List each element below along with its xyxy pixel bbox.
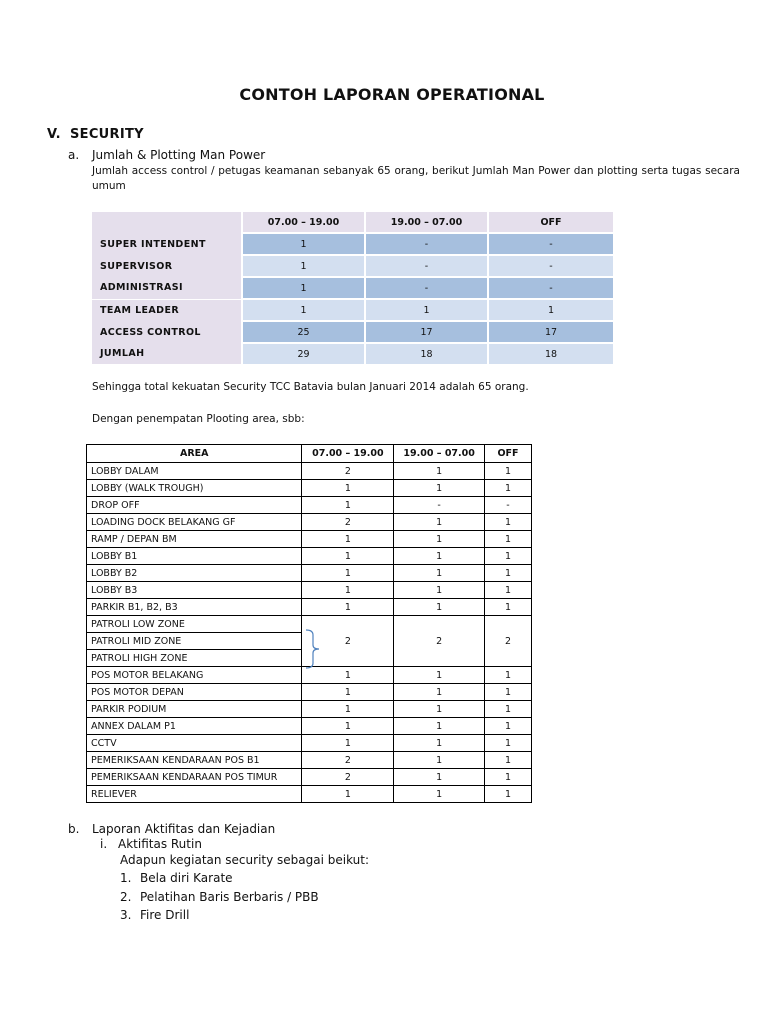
area-cell: RELIEVER: [87, 786, 302, 803]
table-row: [87, 752, 532, 769]
table-cell: -: [488, 255, 613, 277]
row-label: JUMLAH: [92, 343, 242, 364]
table-row: [87, 497, 532, 514]
table-cell: 1: [302, 582, 394, 599]
table-row: [92, 233, 613, 255]
table-row: [87, 463, 532, 480]
table-cell: -: [394, 497, 485, 514]
table-cell: 1: [394, 752, 485, 769]
table-cell: 1: [394, 463, 485, 480]
activities-intro: Adapun kegiatan security sebagai beikut:: [120, 853, 370, 867]
table-cell: 1: [485, 582, 532, 599]
column-header: 19.00 – 07.00: [365, 212, 488, 233]
area-cell: PARKIR PODIUM: [87, 701, 302, 718]
table-cell: 1: [485, 752, 532, 769]
table-row: [92, 299, 613, 321]
table-cell: 1: [394, 565, 485, 582]
table-cell: 1: [365, 299, 488, 321]
manpower-paragraph: Jumlah access control / petugas keamanan sebanyak 65 orang, berikut Jumlah Man Power dan plotting serta tugas secara umum: [92, 165, 740, 192]
table-cell: 1: [302, 667, 394, 684]
activities-list: [120, 871, 319, 927]
table-cell: 1: [394, 599, 485, 616]
section-number: V.: [47, 127, 61, 142]
area-cell: PEMERIKSAAN KENDARAAN POS B1: [87, 752, 302, 769]
table-cell: 1: [302, 684, 394, 701]
table-row: [87, 786, 532, 803]
subsection-i-heading: [100, 837, 202, 851]
table-cell: 1: [302, 548, 394, 565]
table-row: [92, 255, 613, 277]
table-cell: 1: [394, 582, 485, 599]
table-row: [87, 769, 532, 786]
table-cell: 1: [302, 531, 394, 548]
area-cell: POS MOTOR DEPAN: [87, 684, 302, 701]
table-cell: 1: [394, 531, 485, 548]
table-row: [87, 480, 532, 497]
column-header: OFF: [488, 212, 613, 233]
table-cell: 1: [485, 735, 532, 752]
table-cell: 1: [485, 786, 532, 803]
table-cell: 1: [485, 701, 532, 718]
section-heading: [47, 127, 144, 142]
document-title: CONTOH LAPORAN OPERATIONAL: [239, 85, 545, 104]
table-row: [87, 565, 532, 582]
subsection-b-title: Laporan Aktifitas dan Kejadian: [92, 822, 276, 836]
table-cell: 18: [365, 343, 488, 364]
table-cell: 1: [302, 718, 394, 735]
table-header-row: [92, 212, 613, 233]
area-cell: ANNEX DALAM P1: [87, 718, 302, 735]
column-header: 07.00 – 19.00: [242, 212, 365, 233]
subsection-b-marker: b.: [68, 822, 80, 836]
table-cell: 1: [485, 565, 532, 582]
table-cell: 1: [394, 480, 485, 497]
table-cell: 1: [485, 599, 532, 616]
placement-intro-text: Dengan penempatan Plooting area, sbb:: [92, 413, 305, 425]
table-cell: 17: [488, 321, 613, 343]
table-cell: 25: [242, 321, 365, 343]
area-cell: PATROLI MID ZONE: [87, 633, 302, 650]
table-cell: 1: [485, 480, 532, 497]
table-cell: [394, 650, 485, 667]
area-cell: CCTV: [87, 735, 302, 752]
table-cell: 1: [302, 701, 394, 718]
table-cell: 1: [485, 548, 532, 565]
subsection-a-title: Jumlah & Plotting Man Power: [92, 148, 266, 162]
table-cell: 2: [302, 463, 394, 480]
table-cell: 2: [302, 752, 394, 769]
table-cell: 1: [485, 463, 532, 480]
area-cell: PATROLI LOW ZONE: [87, 616, 302, 633]
area-cell: LOBBY (WALK TROUGH): [87, 480, 302, 497]
area-cell: LOBBY B1: [87, 548, 302, 565]
area-cell: POS MOTOR BELAKANG: [87, 667, 302, 684]
table-cell: 1: [394, 735, 485, 752]
area-cell: PATROLI HIGH ZONE: [87, 650, 302, 667]
header-area: AREA: [87, 445, 302, 463]
area-cell: LOBBY DALAM: [87, 463, 302, 480]
area-cell: LOADING DOCK BELAKANG GF: [87, 514, 302, 531]
table-row: [87, 735, 532, 752]
table-row: [87, 684, 532, 701]
table-cell: -: [488, 233, 613, 255]
list-item: 3. Fire Drill: [120, 908, 190, 922]
table-row: [87, 667, 532, 684]
table-row: [92, 343, 613, 364]
table-cell: 1: [394, 514, 485, 531]
table-cell: [394, 616, 485, 633]
area-cell: LOBBY B3: [87, 582, 302, 599]
table-row: [87, 599, 532, 616]
table-cell: 1: [302, 599, 394, 616]
table-cell: 1: [242, 299, 365, 321]
table-cell: 1: [302, 735, 394, 752]
table-cell: 17: [365, 321, 488, 343]
table-cell: 1: [242, 255, 365, 277]
table-row: [87, 718, 532, 735]
table-cell: -: [488, 277, 613, 299]
table-cell: 2: [302, 769, 394, 786]
table-cell: 2: [485, 633, 532, 650]
table-cell: [485, 616, 532, 633]
table-cell: 1: [394, 667, 485, 684]
table-cell: 1: [394, 548, 485, 565]
table-cell: 1: [394, 701, 485, 718]
table-row: [92, 321, 613, 343]
table-cell: 1: [485, 684, 532, 701]
section-title: SECURITY: [70, 127, 144, 142]
table-cell: 1: [242, 277, 365, 299]
table-cell: 1: [302, 786, 394, 803]
table-cell: 1: [485, 667, 532, 684]
table-cell: 1: [242, 233, 365, 255]
area-cell: DROP OFF: [87, 497, 302, 514]
total-strength-text: Sehingga total kekuatan Security TCC Batavia bulan Januari 2014 adalah 65 orang.: [92, 381, 529, 393]
table-cell: -: [365, 233, 488, 255]
table-cell: 1: [302, 565, 394, 582]
subsection-i-title: Aktifitas Rutin: [118, 837, 202, 851]
table-row: [87, 582, 532, 599]
table-cell: 1: [485, 769, 532, 786]
area-cell: PARKIR B1, B2, B3: [87, 599, 302, 616]
list-item: 2. Pelatihan Baris Berbaris / PBB: [120, 889, 319, 904]
table-cell: 1: [302, 497, 394, 514]
table-row: [87, 701, 532, 718]
table-cell: 1: [394, 786, 485, 803]
table-row: [87, 548, 532, 565]
header-corner-cell: [92, 212, 242, 233]
table-cell: 1: [394, 769, 485, 786]
list-item: 1. Bela diri Karate: [120, 871, 233, 885]
table-cell: [485, 650, 532, 667]
table-cell: -: [365, 255, 488, 277]
header-day-shift: 07.00 – 19.00: [302, 445, 394, 463]
table-cell: 2: [302, 514, 394, 531]
row-label: SUPER INTENDENT: [92, 233, 242, 255]
subsection-i-marker: i.: [100, 837, 108, 851]
table-cell: 2: [394, 633, 485, 650]
table-cell: 29: [242, 343, 365, 364]
table-cell: 1: [488, 299, 613, 321]
table-cell: -: [485, 497, 532, 514]
area-cell: PEMERIKSAAN KENDARAAN POS TIMUR: [87, 769, 302, 786]
table-header-row: [87, 445, 532, 463]
manpower-table: [92, 212, 613, 364]
table-cell: 1: [485, 718, 532, 735]
header-off: OFF: [485, 445, 532, 463]
row-label: TEAM LEADER: [92, 299, 242, 321]
table-cell: 1: [394, 684, 485, 701]
area-plotting-table: [86, 444, 532, 803]
subsection-a-heading: [68, 148, 265, 162]
table-row: [87, 514, 532, 531]
table-row: [92, 277, 613, 299]
subsection-a-marker: a.: [68, 148, 80, 162]
subsection-b-heading: [68, 822, 275, 836]
row-label: ACCESS CONTROL: [92, 321, 242, 343]
table-cell: 1: [394, 718, 485, 735]
table-cell: 1: [485, 514, 532, 531]
table-cell: 1: [302, 480, 394, 497]
table-cell: -: [365, 277, 488, 299]
table-row: [87, 531, 532, 548]
row-label: SUPERVISOR: [92, 255, 242, 277]
area-cell: LOBBY B2: [87, 565, 302, 582]
area-cell: RAMP / DEPAN BM: [87, 531, 302, 548]
brace-icon: [304, 629, 324, 669]
table-cell: 18: [488, 343, 613, 364]
table-cell: 1: [485, 531, 532, 548]
header-night-shift: 19.00 – 07.00: [394, 445, 485, 463]
table-cell: 2: [302, 633, 394, 650]
row-label: ADMINISTRASI: [92, 277, 242, 299]
